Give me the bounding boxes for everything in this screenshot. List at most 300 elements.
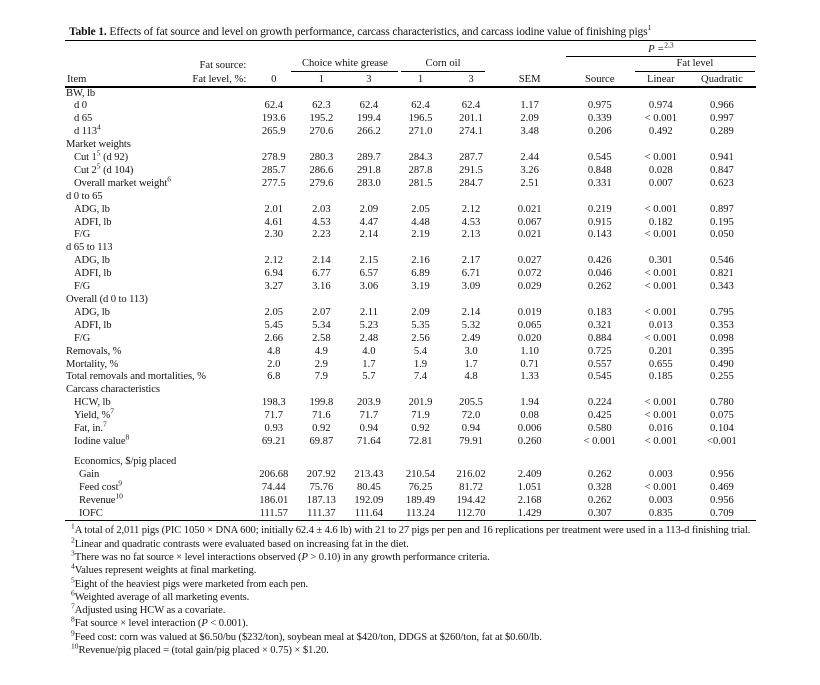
value-cell: 72.0	[461, 410, 481, 422]
value-cell: < 0.001	[644, 281, 678, 293]
value-cell: 285.7	[261, 164, 286, 176]
p-value-label: P =$^{2,3}$	[648, 39, 674, 55]
value-cell: 2.19	[411, 229, 430, 241]
value-cell: 0.072	[517, 268, 542, 280]
value-cell: 5.4	[413, 345, 428, 357]
value-cell: 207.92	[306, 468, 336, 480]
table-row	[65, 482, 756, 495]
value-cell: 279.6	[309, 177, 334, 189]
value-cell: 0.067	[517, 216, 542, 228]
value-cell: 0.884	[587, 332, 612, 344]
group-choice-white-grease: Choice white grease	[297, 56, 392, 72]
value-cell: 2.15	[359, 255, 379, 267]
value-cell: < 0.001	[644, 229, 678, 241]
column-header-source: Source	[566, 72, 634, 87]
value-cell: 2.58	[312, 332, 331, 344]
value-cell: 0.007	[648, 177, 673, 189]
value-cell: 1.429	[517, 507, 542, 519]
value-cell: 1.10	[520, 345, 539, 357]
value-cell: 0.492	[648, 126, 673, 138]
value-cell: 281.5	[408, 177, 433, 189]
footnote: $^5$Eight of the heaviest pigs were marketed from each pen.	[71, 575, 309, 590]
value-cell: 0.195	[710, 216, 734, 228]
table-row	[65, 508, 756, 521]
row-label: Overall market weight$^6$	[74, 174, 171, 189]
row-label: Total removals and mortalities, %	[66, 371, 206, 383]
value-cell: 287.7	[459, 152, 483, 164]
value-cell: 0.966	[710, 100, 734, 112]
value-cell: 0.075	[710, 410, 734, 422]
footnote: $^6$Weighted average of all marketing events.	[71, 588, 250, 603]
footnote: $^8$Fat source × level interaction (P < 0.001).	[71, 614, 249, 630]
fat-level-label: Fat level, %:	[185, 72, 250, 87]
value-cell: 0.185	[648, 371, 673, 383]
value-cell: 2.03	[312, 203, 331, 215]
value-cell: 1.33	[520, 371, 539, 383]
value-cell: 266.2	[357, 126, 381, 138]
row-label: F/G	[74, 332, 91, 344]
value-cell: 111.37	[307, 507, 336, 519]
column-header-cwg-1: 1	[297, 72, 345, 87]
value-cell: 2.49	[461, 332, 481, 344]
value-cell: 0.795	[710, 306, 734, 318]
row-label: ADG, lb	[74, 203, 110, 215]
column-header-sem: SEM	[494, 72, 566, 87]
table-row	[65, 397, 756, 410]
table-row	[65, 346, 756, 359]
row-label: Mortality, %	[66, 358, 119, 370]
value-cell: 5.7	[362, 371, 376, 383]
value-cell: 0.725	[587, 345, 612, 357]
value-cell: 5.32	[461, 319, 481, 331]
value-cell: 113.24	[406, 507, 435, 519]
value-cell: 79.91	[459, 435, 483, 447]
p-value-group-header	[566, 41, 756, 56]
value-cell: 0.321	[587, 319, 612, 331]
value-cell: 0.289	[710, 126, 734, 138]
value-cell: 0.709	[710, 507, 734, 519]
value-cell: 3.26	[520, 164, 539, 176]
header-spacer	[65, 56, 185, 72]
value-cell: 0.021	[517, 203, 542, 215]
table-row	[65, 204, 756, 217]
table-row	[65, 268, 756, 281]
value-cell: 2.12	[264, 255, 284, 267]
section-row	[65, 242, 756, 255]
value-cell: 2.0	[267, 358, 281, 370]
row-label: ADFI, lb	[74, 268, 112, 280]
value-cell: 69.21	[261, 435, 286, 447]
footnote: $^2$Linear and quadratic contrasts were evaluated based on increasing fat in the diet.	[71, 535, 409, 550]
value-cell: 0.835	[648, 507, 673, 519]
value-cell: 0.328	[587, 481, 612, 493]
value-cell: 198.3	[261, 397, 286, 409]
value-cell: 291.8	[357, 164, 381, 176]
table-row	[65, 152, 756, 165]
value-cell: 0.847	[710, 164, 734, 176]
value-cell: 0.974	[648, 100, 673, 112]
column-header-corn-3: 3	[449, 72, 494, 87]
row-label: Yield, %$^7$	[74, 406, 115, 422]
header-row-pvalue	[65, 41, 756, 56]
value-cell: < 0.001	[644, 268, 678, 280]
table-1-container	[65, 24, 756, 657]
table-title-text: Effects of fat source and level on growth performance, carcass characteristics, and carcass iodine value of finishing pigs	[106, 25, 648, 38]
value-cell: < 0.001	[644, 435, 678, 447]
value-cell: 270.6	[309, 126, 334, 138]
table-title	[65, 24, 756, 41]
value-cell: 0.623	[710, 177, 734, 189]
value-cell: 0.143	[587, 229, 612, 241]
value-cell: 1.7	[362, 358, 376, 370]
value-cell: 2.16	[411, 255, 430, 267]
column-header-linear: Linear	[634, 72, 688, 87]
value-cell: 278.9	[261, 152, 286, 164]
value-cell: 0.425	[587, 410, 612, 422]
value-cell: 0.029	[517, 281, 542, 293]
value-cell: 2.05	[411, 203, 430, 215]
value-cell: 0.021	[517, 229, 542, 241]
value-cell: 0.224	[587, 397, 612, 409]
value-cell: 2.09	[411, 306, 430, 318]
value-cell: 62.4	[461, 100, 481, 112]
value-cell: 71.6	[312, 410, 331, 422]
value-cell: 69.87	[309, 435, 334, 447]
value-cell: 62.3	[312, 100, 331, 112]
value-cell: 216.02	[456, 468, 486, 480]
table-row	[65, 229, 756, 242]
value-cell: 0.006	[517, 423, 542, 435]
value-cell: 210.54	[405, 468, 436, 480]
row-label: d 65	[74, 113, 93, 125]
value-cell: 187.13	[306, 494, 336, 506]
value-cell: 0.941	[710, 152, 734, 164]
value-cell: 0.975	[587, 100, 612, 112]
value-cell: 3.19	[411, 281, 430, 293]
row-label: IOFC	[79, 507, 103, 519]
value-cell: 2.14	[312, 255, 331, 267]
value-cell: 199.8	[309, 397, 334, 409]
section-row	[65, 87, 756, 101]
value-cell: 62.4	[264, 100, 284, 112]
value-cell: 71.9	[411, 410, 430, 422]
header-row-columns	[65, 72, 756, 87]
value-cell: 283.0	[357, 177, 381, 189]
table-row	[65, 178, 756, 191]
value-cell: 0.028	[648, 164, 673, 176]
value-cell: 2.14	[359, 229, 379, 241]
value-cell: <0.001	[707, 435, 737, 447]
value-cell: 0.020	[517, 332, 542, 344]
value-cell: 195.2	[309, 113, 334, 125]
value-cell: 0.94	[461, 423, 481, 435]
value-cell: 2.51	[520, 177, 539, 189]
value-cell: 0.94	[359, 423, 379, 435]
table-row	[65, 436, 756, 449]
value-cell: < 0.001	[644, 410, 678, 422]
footnote: $^4$Values represent weights at final marketing.	[71, 561, 257, 577]
value-cell: 2.409	[517, 468, 542, 480]
row-label: Removals, %	[66, 345, 122, 357]
value-cell: 3.48	[520, 126, 539, 138]
footnote: $^{10}$Revenue/pig placed = (total gain/pig placed × 0.75) × $1.20.	[71, 641, 329, 657]
value-cell: 201.1	[459, 113, 483, 125]
value-cell: 71.7	[264, 410, 284, 422]
results-table	[65, 41, 756, 521]
value-cell: 0.71	[520, 358, 539, 370]
value-cell: 3.0	[464, 345, 478, 357]
value-cell: 0.997	[710, 113, 734, 125]
value-cell: 72.81	[408, 435, 433, 447]
header-spacer	[65, 41, 566, 56]
value-cell: 0.490	[710, 358, 734, 370]
row-label: Revenue$^{10}$	[79, 491, 123, 506]
section-row	[65, 294, 756, 307]
table-row	[65, 217, 756, 230]
value-cell: 0.262	[587, 494, 612, 506]
value-cell: 71.64	[357, 435, 381, 447]
row-label: Market weights	[66, 139, 131, 151]
row-label: d 65 to 113	[66, 242, 113, 254]
column-header-cwg-3: 3	[345, 72, 392, 87]
row-label: Overall (d 0 to 113)	[66, 294, 148, 305]
value-cell: 2.09	[359, 203, 379, 215]
value-cell: 4.8	[267, 345, 281, 357]
row-label: F/G	[74, 281, 91, 293]
header-spacer	[250, 56, 297, 72]
value-cell: 75.76	[309, 481, 334, 493]
value-cell: < 0.001	[644, 397, 678, 409]
value-cell: 3.16	[312, 281, 331, 293]
column-header-item: Item	[65, 72, 185, 87]
column-header-corn-1: 1	[392, 72, 448, 87]
value-cell: 0.915	[587, 216, 612, 228]
value-cell: 2.17	[461, 255, 481, 267]
value-cell: 4.47	[359, 216, 379, 228]
value-cell: < 0.001	[644, 203, 678, 215]
value-cell: 7.9	[314, 371, 328, 383]
value-cell: 186.01	[259, 494, 289, 506]
value-cell: < 0.001	[644, 113, 678, 125]
value-cell: 213.43	[354, 468, 384, 480]
value-cell: 5.35	[411, 319, 430, 331]
value-cell: 0.046	[587, 268, 612, 280]
table-row	[65, 126, 756, 139]
value-cell: 81.72	[459, 481, 483, 493]
column-header-quadratic: Quadratic	[688, 72, 756, 87]
value-cell: 2.9	[314, 358, 328, 370]
value-cell: 0.003	[648, 494, 673, 506]
value-cell: 0.545	[587, 371, 612, 383]
value-cell: 203.9	[357, 397, 381, 409]
value-cell: 0.219	[587, 203, 612, 215]
value-cell: < 0.001	[644, 332, 678, 344]
section-row	[65, 384, 756, 397]
value-cell: 287.8	[408, 164, 433, 176]
value-cell: < 0.001	[644, 481, 678, 493]
value-cell: 0.182	[648, 216, 673, 228]
table-title-footnote-mark: 1	[647, 23, 652, 33]
value-cell: 2.30	[264, 229, 284, 241]
value-cell: 4.61	[264, 216, 284, 228]
row-label: d 0 to 65	[66, 190, 103, 202]
value-cell: 5.34	[312, 319, 331, 331]
header-spacer	[494, 56, 566, 72]
footnotes	[65, 521, 756, 657]
value-cell: 0.050	[710, 229, 734, 241]
row-label: Carcass characteristics	[66, 384, 160, 396]
value-cell: 62.4	[411, 100, 430, 112]
value-cell: 2.168	[517, 494, 542, 506]
value-cell: 0.426	[587, 255, 612, 267]
value-cell: 194.42	[456, 494, 486, 506]
value-cell: 0.307	[587, 507, 612, 519]
value-cell: 111.57	[259, 507, 288, 519]
value-cell: 4.0	[362, 345, 376, 357]
row-label: Cut $1^5$ (d 92)	[74, 148, 129, 164]
value-cell: 5.23	[359, 319, 379, 331]
value-cell: 2.48	[359, 332, 379, 344]
value-cell: 0.92	[312, 423, 331, 435]
value-cell: 0.897	[710, 203, 734, 215]
value-cell: 0.016	[648, 423, 673, 435]
value-cell: 0.469	[710, 481, 734, 493]
value-cell: 2.66	[264, 332, 284, 344]
row-label: Cut $2^5$ (d 104)	[74, 161, 134, 176]
table-row	[65, 281, 756, 294]
value-cell: 0.956	[710, 494, 734, 506]
value-cell: 0.557	[587, 358, 612, 370]
value-cell: 74.44	[261, 481, 286, 493]
value-cell: 0.343	[710, 281, 734, 293]
value-cell: 0.255	[710, 371, 734, 383]
value-cell: 6.94	[264, 268, 284, 280]
value-cell: 0.353	[710, 319, 734, 331]
footnote: $^3$There was no fat source × level interactions observed (P > 0.10) in any growth performance criteria.	[71, 548, 490, 563]
value-cell: 206.68	[259, 468, 289, 480]
value-cell: 1.94	[520, 397, 539, 409]
table-title-number: Table 1.	[69, 25, 107, 38]
value-cell: 286.6	[309, 164, 334, 176]
value-cell: 1.7	[464, 358, 478, 370]
value-cell: 0.08	[520, 410, 539, 422]
group-corn-oil: Corn oil	[392, 56, 493, 72]
value-cell: 71.7	[359, 410, 379, 422]
value-cell: 2.13	[461, 229, 481, 241]
footnote: $^1$A total of 2,011 pigs (PIC 1050 × DNA 600; initially 62.4 ± 4.6 lb) with 21 to 27 pigs per pen and 16 replications per treatment were used in a 113-d finishing trial.	[71, 521, 751, 537]
value-cell: 2.05	[264, 306, 284, 318]
value-cell: 0.027	[517, 255, 542, 267]
value-cell: 1.9	[413, 358, 428, 370]
value-cell: 4.9	[314, 345, 328, 357]
value-cell: 199.4	[357, 113, 381, 125]
value-cell: 3.09	[461, 281, 481, 293]
value-cell: 4.53	[461, 216, 481, 228]
value-cell: 2.44	[520, 152, 539, 164]
value-cell: 274.1	[459, 126, 483, 138]
value-cell: 4.53	[312, 216, 331, 228]
row-label: ADFI, lb	[74, 216, 112, 228]
value-cell: 0.065	[517, 319, 542, 331]
row-label: ADG, lb	[74, 255, 110, 267]
value-cell: 1.051	[517, 481, 542, 493]
value-cell: 0.013	[648, 319, 673, 331]
value-cell: < 0.001	[644, 152, 678, 164]
value-cell: 2.23	[312, 229, 331, 241]
value-cell: 291.5	[459, 164, 483, 176]
value-cell: 0.821	[710, 268, 734, 280]
header-spacer	[566, 56, 634, 72]
value-cell: 192.09	[354, 494, 384, 506]
fat-source-label: Fat source:	[199, 59, 247, 71]
row-label: Iodine value$^8$	[74, 432, 130, 447]
value-cell: < 0.001	[644, 306, 678, 318]
value-cell: 0.395	[710, 345, 734, 357]
value-cell: 0.339	[587, 113, 612, 125]
value-cell: < 0.001	[583, 435, 616, 447]
row-label: Gain	[79, 468, 100, 480]
table-row	[65, 255, 756, 268]
section-row	[65, 449, 756, 469]
value-cell: 6.71	[461, 268, 481, 280]
section-row	[65, 191, 756, 204]
value-cell: 0.104	[710, 423, 734, 435]
table-row	[65, 100, 756, 113]
value-cell: 289.7	[357, 152, 381, 164]
value-cell: 0.260	[517, 435, 542, 447]
group-fat-level: Fat level	[634, 56, 756, 72]
row-label: d 0	[74, 100, 87, 112]
value-cell: 0.546	[710, 255, 734, 267]
value-cell: 0.93	[264, 423, 284, 435]
value-cell: 2.56	[411, 332, 430, 344]
row-label: Fat, in.$^7$	[74, 419, 107, 435]
table-body	[65, 87, 756, 521]
value-cell: 62.4	[359, 100, 379, 112]
column-header-level-0: 0	[250, 72, 297, 87]
value-cell: 2.14	[461, 306, 481, 318]
value-cell: 0.262	[587, 281, 612, 293]
value-cell: 265.9	[261, 126, 286, 138]
table-row	[65, 113, 756, 126]
value-cell: 0.301	[648, 255, 673, 267]
value-cell: 0.003	[648, 468, 673, 480]
table-row	[65, 495, 756, 508]
value-cell: 2.07	[312, 306, 331, 318]
value-cell: 280.3	[309, 152, 334, 164]
header-row-groups	[65, 56, 756, 72]
row-label: Economics, $/pig placed	[74, 455, 177, 467]
value-cell: 80.45	[357, 481, 381, 493]
table-row	[65, 359, 756, 372]
row-label: ADFI, lb	[74, 319, 112, 331]
value-cell: 112.70	[456, 507, 486, 519]
value-cell: 0.019	[517, 306, 542, 318]
row-label: ADG, lb	[74, 306, 110, 318]
row-label: F/G	[74, 229, 91, 241]
value-cell: 189.49	[405, 494, 436, 506]
table-row	[65, 423, 756, 436]
table-row	[65, 307, 756, 320]
value-cell: 0.183	[587, 306, 612, 318]
table-row	[65, 333, 756, 346]
value-cell: 76.25	[408, 481, 433, 493]
value-cell: 0.655	[648, 358, 673, 370]
value-cell: 3.06	[359, 281, 379, 293]
value-cell: 0.780	[710, 397, 734, 409]
value-cell: 0.201	[648, 345, 673, 357]
value-cell: 0.92	[411, 423, 430, 435]
